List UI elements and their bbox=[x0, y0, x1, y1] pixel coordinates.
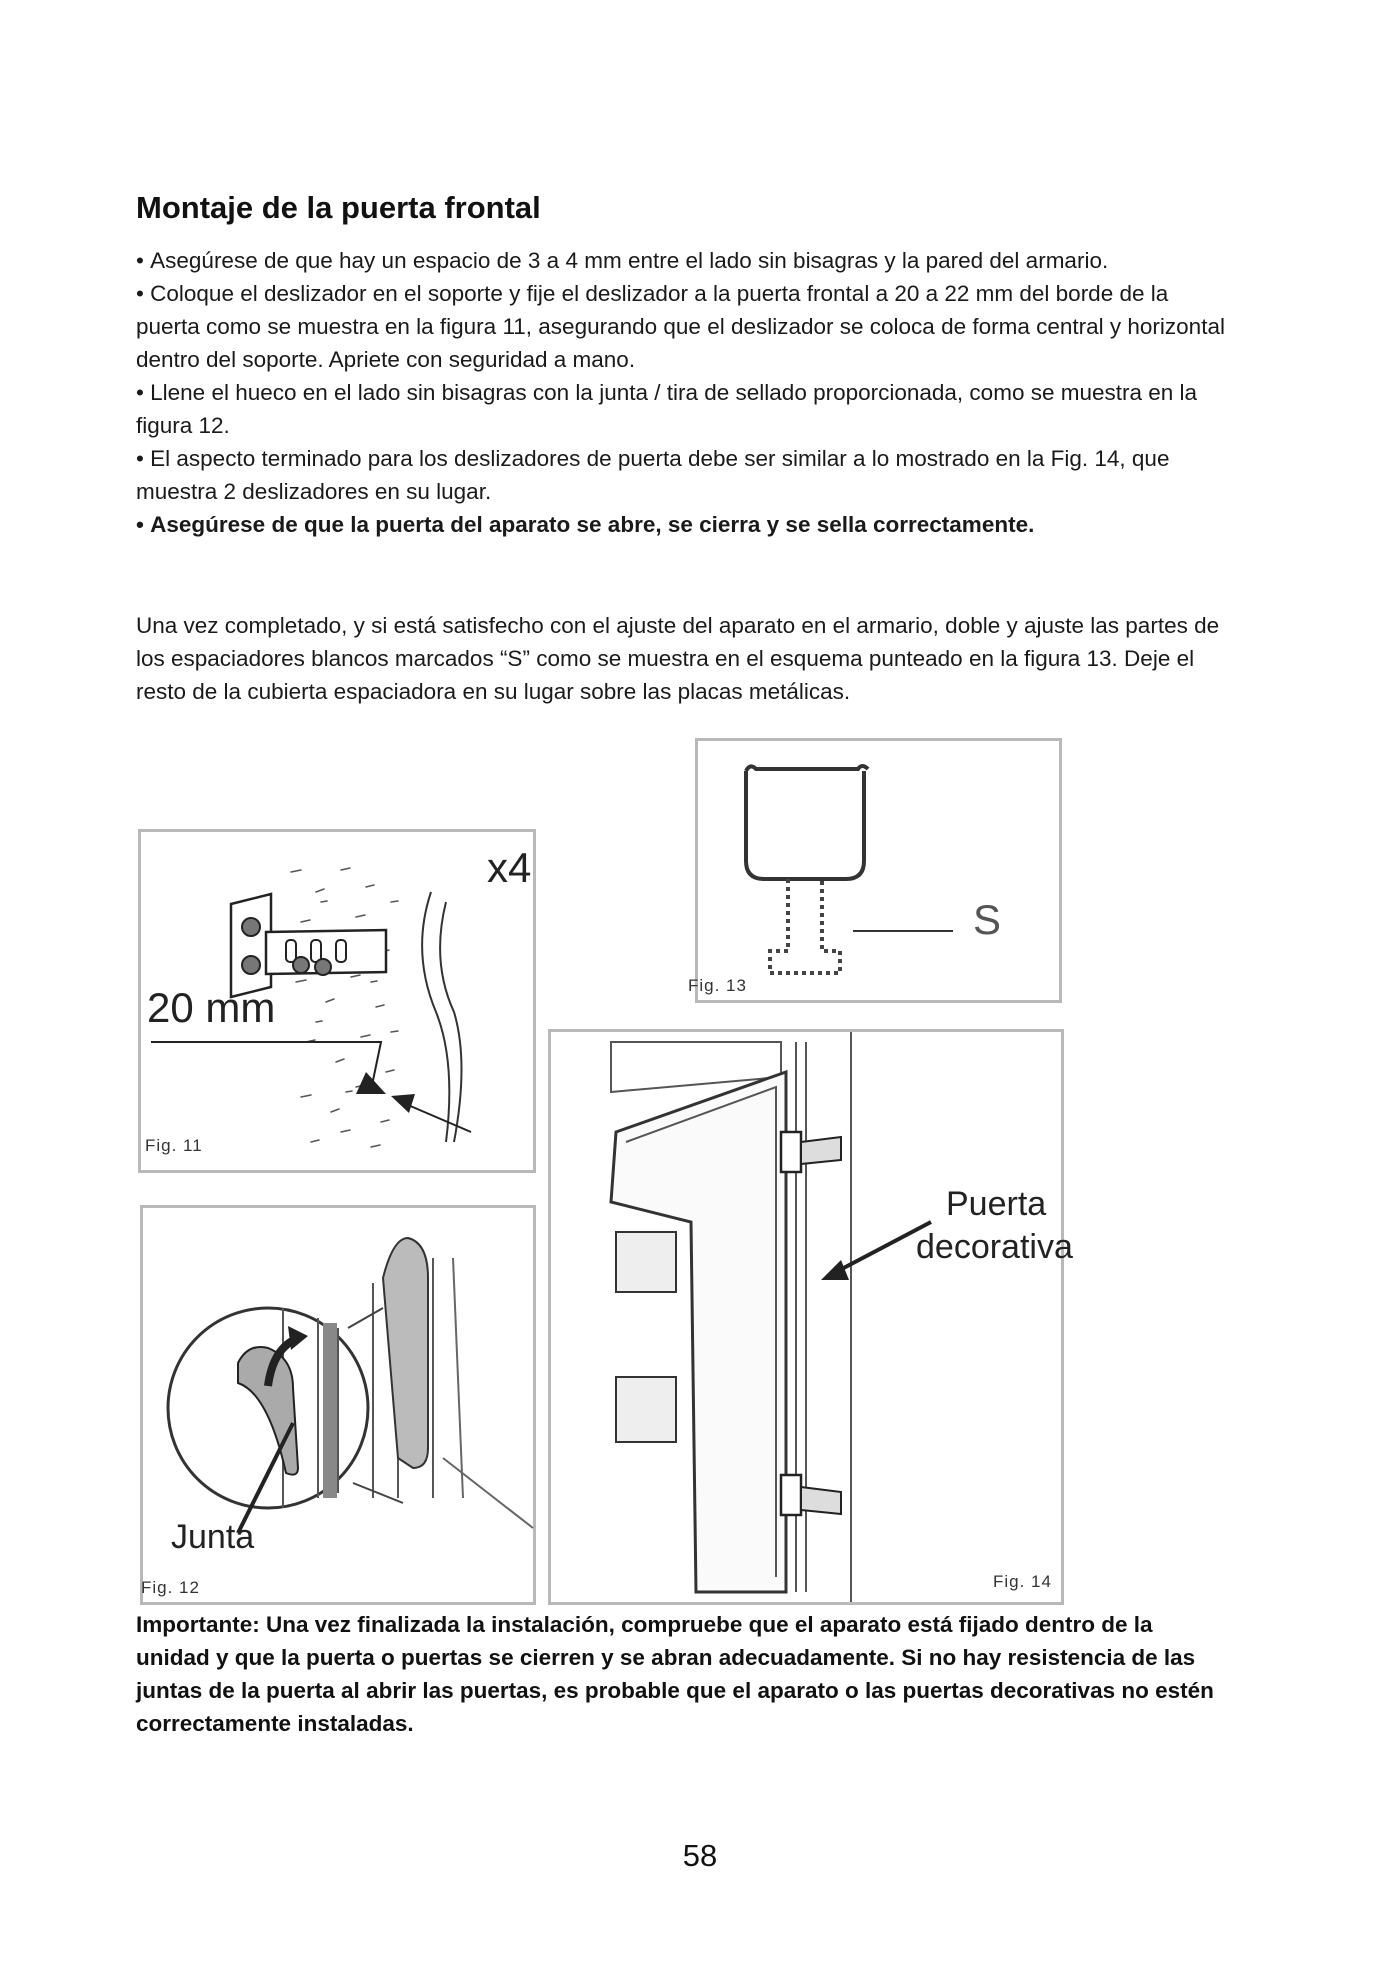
body-paragraph: Una vez completado, y si está satisfecho con el ajuste del aparato en el armario, doble y ajuste las partes de los espaciadores blancos marcados “S” como se muestra en el esquema punteado en la figura 13. Deje el resto de la cubierta espaciadora en su lugar sobre las placas metálicas. bbox=[136, 613, 1220, 704]
page-title: Montaje de la puerta frontal bbox=[136, 190, 541, 225]
page-number: 58 bbox=[682, 1838, 718, 1873]
spacer-illustration bbox=[698, 741, 1059, 1000]
figure-12 bbox=[140, 1205, 536, 1605]
figure-14 bbox=[548, 1029, 1073, 1605]
list-item: • Asegúrese de que hay un espacio de 3 a 4 mm entre el lado sin bisagras y la pared del armario. bbox=[136, 244, 1226, 277]
door-label-line2: decorativa bbox=[916, 1228, 1073, 1266]
instruction-list bbox=[136, 244, 1226, 541]
list-item: • El aspecto terminado para los deslizadores de puerta debe ser similar a lo mostrado en la Fig. 14, que muestra 2 deslizadores en su lugar. bbox=[136, 442, 1226, 508]
list-item-emphasis: • Asegúrese de que la puerta del aparato se abre, se cierra y se sella correctamente. bbox=[136, 508, 1226, 541]
figure-caption: Fig. 12 bbox=[141, 1578, 200, 1597]
list-item: • Coloque el deslizador en el soporte y fije el deslizador a la puerta frontal a 20 a 22 mm del borde de la puerta como se muestra en la figura 11, asegurando que el deslizador se coloca de forma central y horizontal dentro del soporte. Apriete con seguridad a mano. bbox=[136, 277, 1226, 376]
figure-13 bbox=[688, 738, 1062, 1003]
gasket-label: Junta bbox=[171, 1518, 255, 1556]
door-label-line1: Puerta bbox=[946, 1185, 1047, 1223]
figure-caption: Fig. 13 bbox=[688, 976, 747, 995]
figure-caption: Fig. 11 bbox=[145, 1136, 203, 1155]
figure-caption: Fig. 14 bbox=[993, 1572, 1052, 1591]
distance-label: 20 mm bbox=[147, 984, 276, 1031]
spacer-label: S bbox=[973, 896, 1002, 943]
door-sliders-illustration bbox=[551, 1032, 1061, 1602]
list-item: • Llene el hueco en el lado sin bisagras con la junta / tira de sellado proporcionada, como se muestra en la figura 12. bbox=[136, 376, 1226, 442]
important-note: Importante: Una vez finalizada la instalación, compruebe que el aparato está fijado dentro de la unidad y que la puerta o puertas se cierren y se abran adecuadamente. Si no hay resistencia de las juntas de la puerta al abrir las puertas, es probable que el aparato o las puertas decorativas no estén correctamente instaladas. bbox=[136, 1612, 1214, 1736]
count-label: x4 bbox=[487, 844, 532, 891]
figure-11 bbox=[138, 829, 536, 1173]
